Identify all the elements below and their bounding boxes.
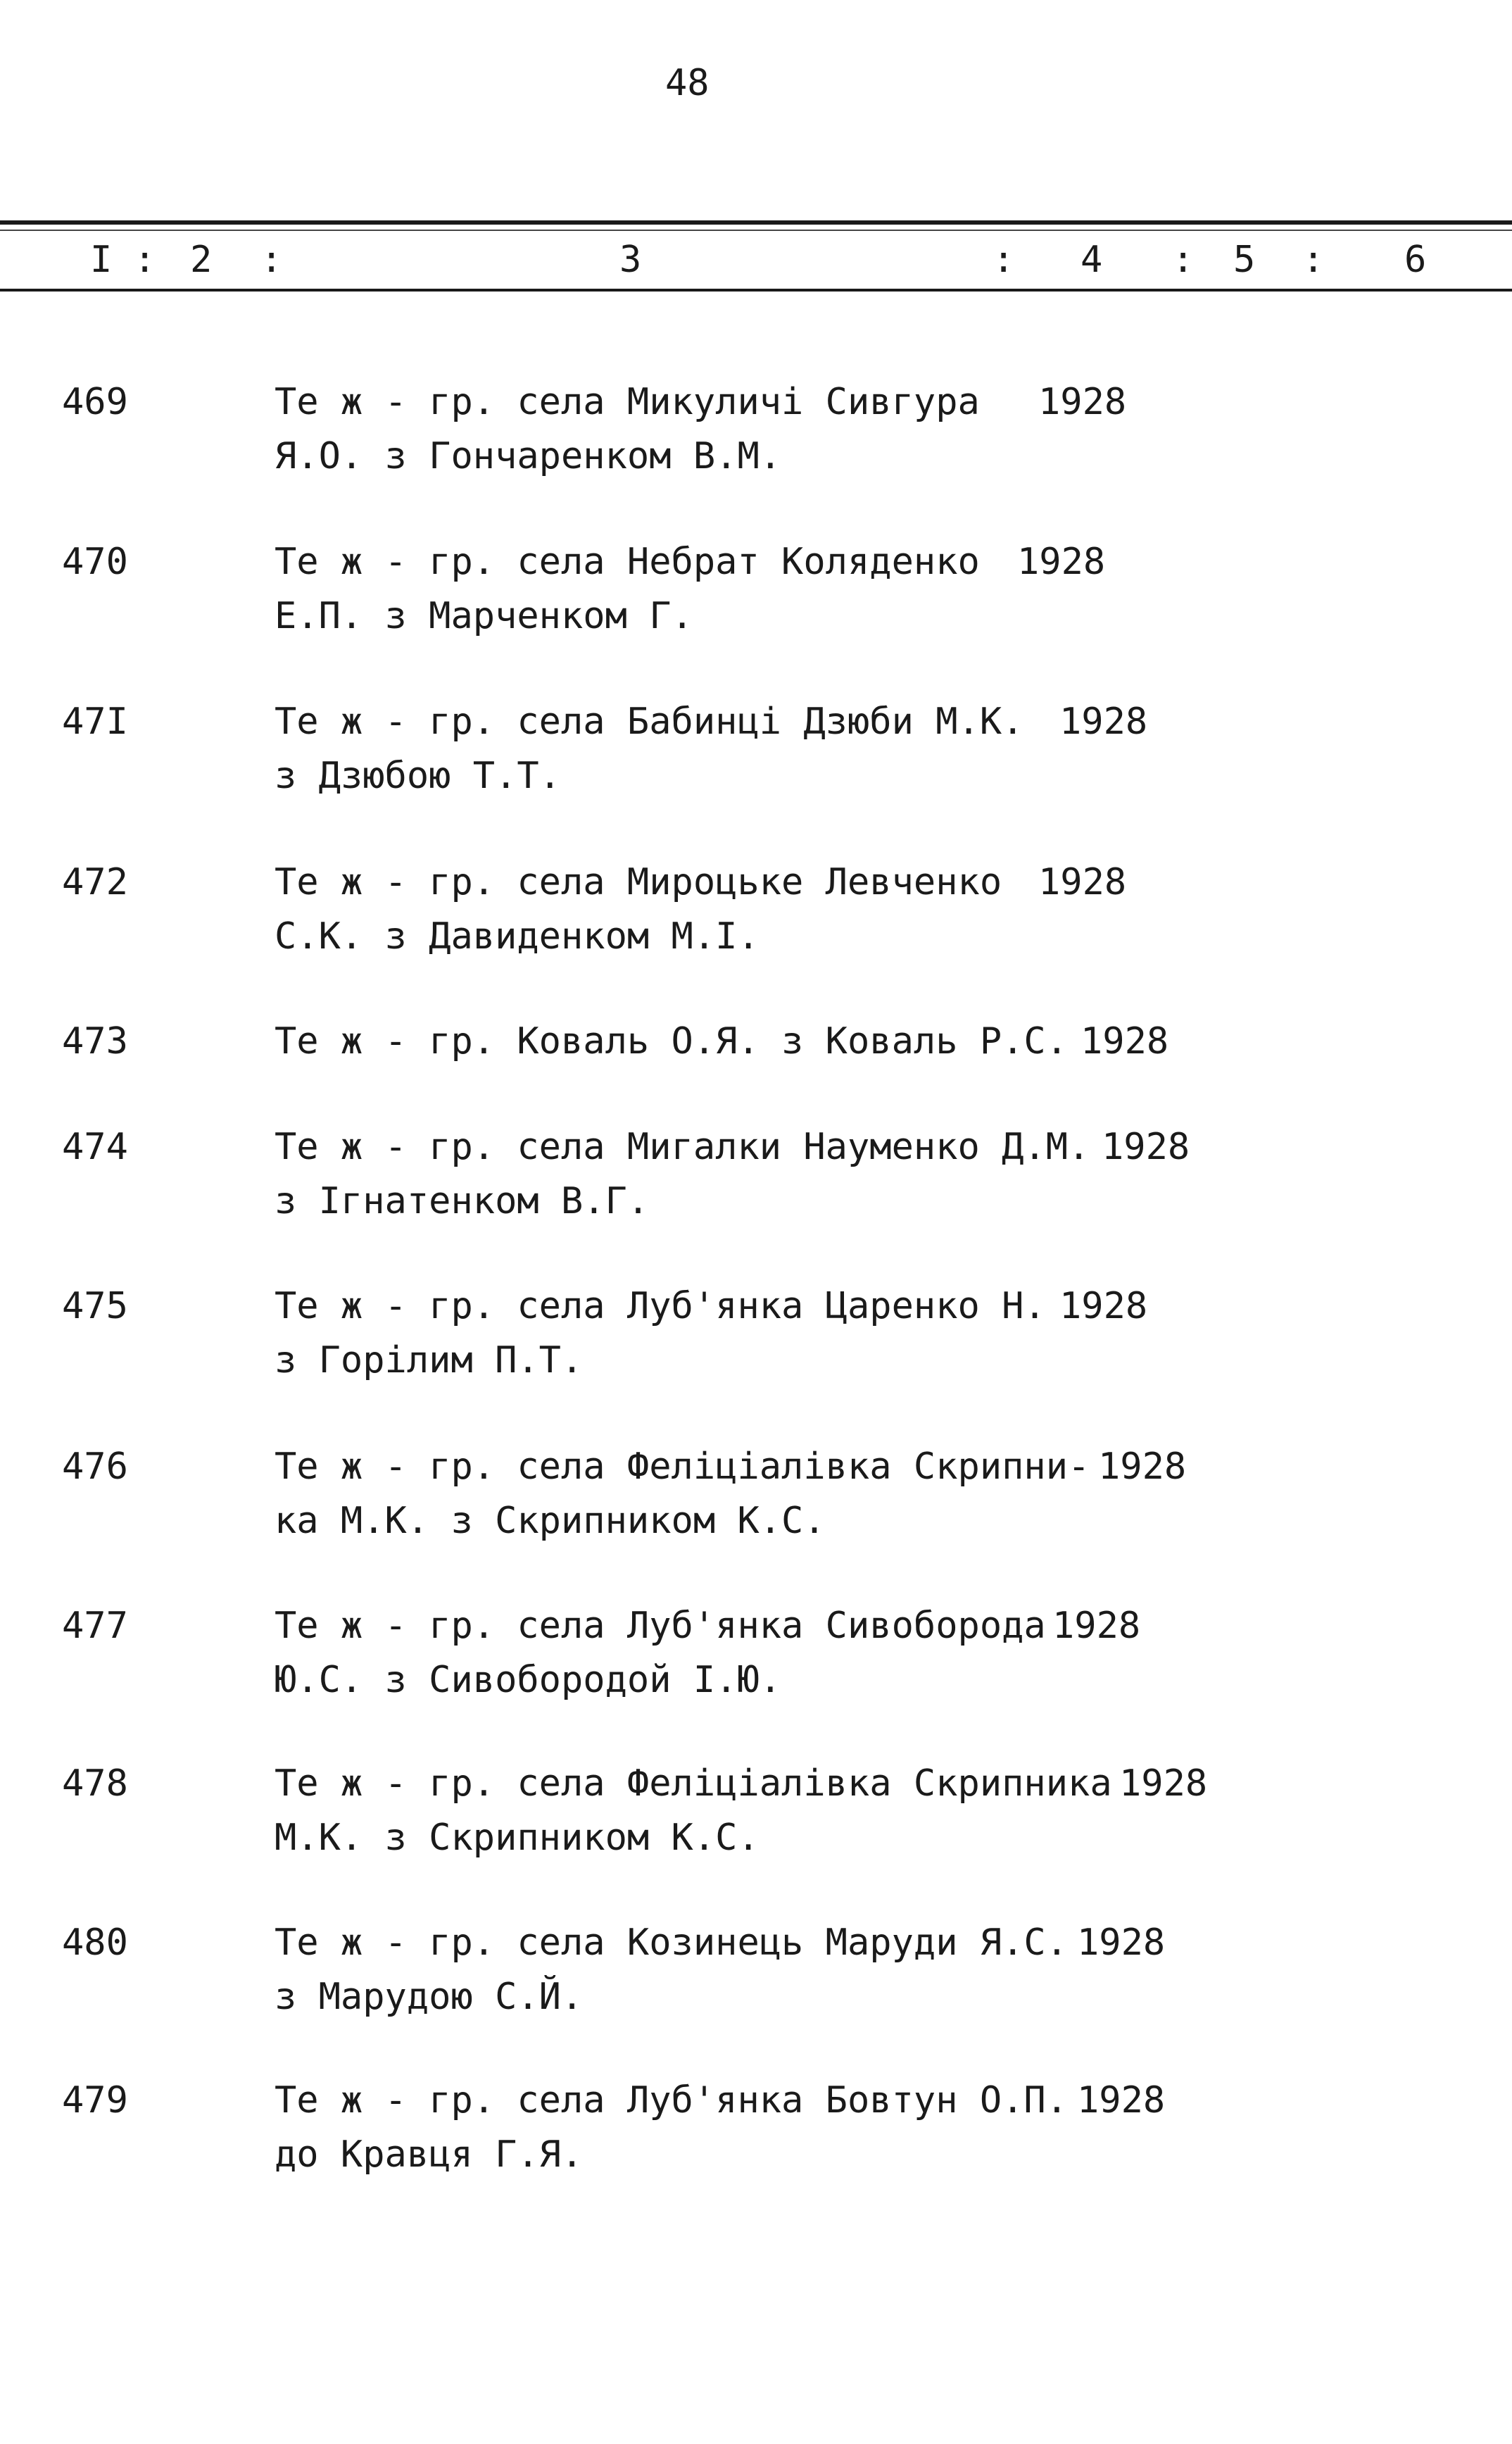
record-number: 477 — [62, 1605, 128, 1647]
record-year: 1928 — [1077, 1922, 1166, 1964]
record-number: 47I — [62, 701, 128, 743]
record-year: 1928 — [1059, 701, 1148, 743]
column-header-3: 3 — [619, 239, 642, 281]
record-year: 1928 — [1098, 1446, 1187, 1488]
record-description-line2: С.К. з Давиденком М.І. — [275, 915, 760, 958]
table-rule-header-bottom — [0, 289, 1512, 292]
column-header-1: I — [90, 239, 113, 281]
record-description-line2: з Ігнатенком В.Г. — [275, 1180, 650, 1222]
record-description-line1: Те ж - гр. села Небрат Коляденко — [275, 541, 980, 583]
column-header-6: 6 — [1404, 239, 1427, 281]
record-description-line2: ка М.К. з Скрипником К.С. — [275, 1500, 826, 1542]
record-description-line2: Я.О. з Гончаренком В.М. — [275, 435, 782, 477]
column-separator: : — [993, 239, 1015, 281]
column-header-5: 5 — [1233, 239, 1256, 281]
column-separator: : — [260, 239, 283, 281]
record-number: 472 — [62, 861, 128, 903]
record-description-line1: Те ж - гр. села Мигалки Науменко Д.М. — [275, 1126, 1090, 1168]
record-description-line1: Те ж - гр. села Феліціалівка Скрипника — [275, 1762, 1112, 1805]
record-description-line2: з Дзюбою Т.Т. — [275, 755, 561, 797]
record-year: 1928 — [1017, 541, 1106, 583]
record-number: 478 — [62, 1762, 128, 1805]
record-year: 1928 — [1038, 381, 1127, 423]
record-description-line1: Те ж - гр. села Феліціалівка Скрипни- — [275, 1446, 1090, 1488]
record-year: 1928 — [1077, 2079, 1166, 2122]
record-description-line1: Те ж - гр. села Луб'янка Царенко Н. — [275, 1285, 1046, 1327]
record-description-line2: Е.П. з Марченком Г. — [275, 595, 693, 637]
record-number: 470 — [62, 541, 128, 583]
record-description-line2: М.К. з Скрипником К.С. — [275, 1817, 760, 1859]
record-description-line1: Те ж - гр. Коваль О.Я. з Коваль Р.С. — [275, 1020, 1069, 1063]
record-number: 475 — [62, 1285, 128, 1327]
page-number: 48 — [665, 62, 710, 104]
record-description-line1: Те ж - гр. села Козинець Маруди Я.С. — [275, 1922, 1069, 1964]
record-description-line1: Те ж - гр. села Луб'янка Сивоборода — [275, 1605, 1046, 1647]
record-description-line1: Те ж - гр. села Луб'янка Бовтун О.П. — [275, 2079, 1069, 2122]
record-description-line1: Те ж - гр. села Бабинці Дзюби М.К. — [275, 701, 1024, 743]
record-year: 1928 — [1038, 861, 1127, 903]
record-year: 1928 — [1052, 1605, 1141, 1647]
record-year: 1928 — [1059, 1285, 1148, 1327]
record-year: 1928 — [1081, 1020, 1169, 1063]
column-separator: : — [1172, 239, 1195, 281]
record-number: 480 — [62, 1922, 128, 1964]
column-separator: : — [134, 239, 156, 281]
record-number: 476 — [62, 1446, 128, 1488]
record-year: 1928 — [1119, 1762, 1208, 1805]
column-separator: : — [1302, 239, 1325, 281]
table-rule-top-thin — [0, 230, 1512, 231]
column-header-4: 4 — [1081, 239, 1103, 281]
record-number: 469 — [62, 381, 128, 423]
record-year: 1928 — [1102, 1126, 1190, 1168]
record-number: 479 — [62, 2079, 128, 2122]
record-number: 474 — [62, 1126, 128, 1168]
record-description-line1: Те ж - гр. села Мироцьке Левченко — [275, 861, 1002, 903]
record-description-line2: з Горілим П.Т. — [275, 1339, 584, 1381]
record-description-line1: Те ж - гр. села Микуличі Сивгура — [275, 381, 980, 423]
table-rule-top — [0, 220, 1512, 225]
record-description-line2: до Кравця Г.Я. — [275, 2133, 584, 2176]
record-number: 473 — [62, 1020, 128, 1063]
column-header-2: 2 — [190, 239, 213, 281]
record-description-line2: Ю.С. з Сивобородой І.Ю. — [275, 1659, 782, 1701]
record-description-line2: з Марудою С.Й. — [275, 1976, 584, 2018]
